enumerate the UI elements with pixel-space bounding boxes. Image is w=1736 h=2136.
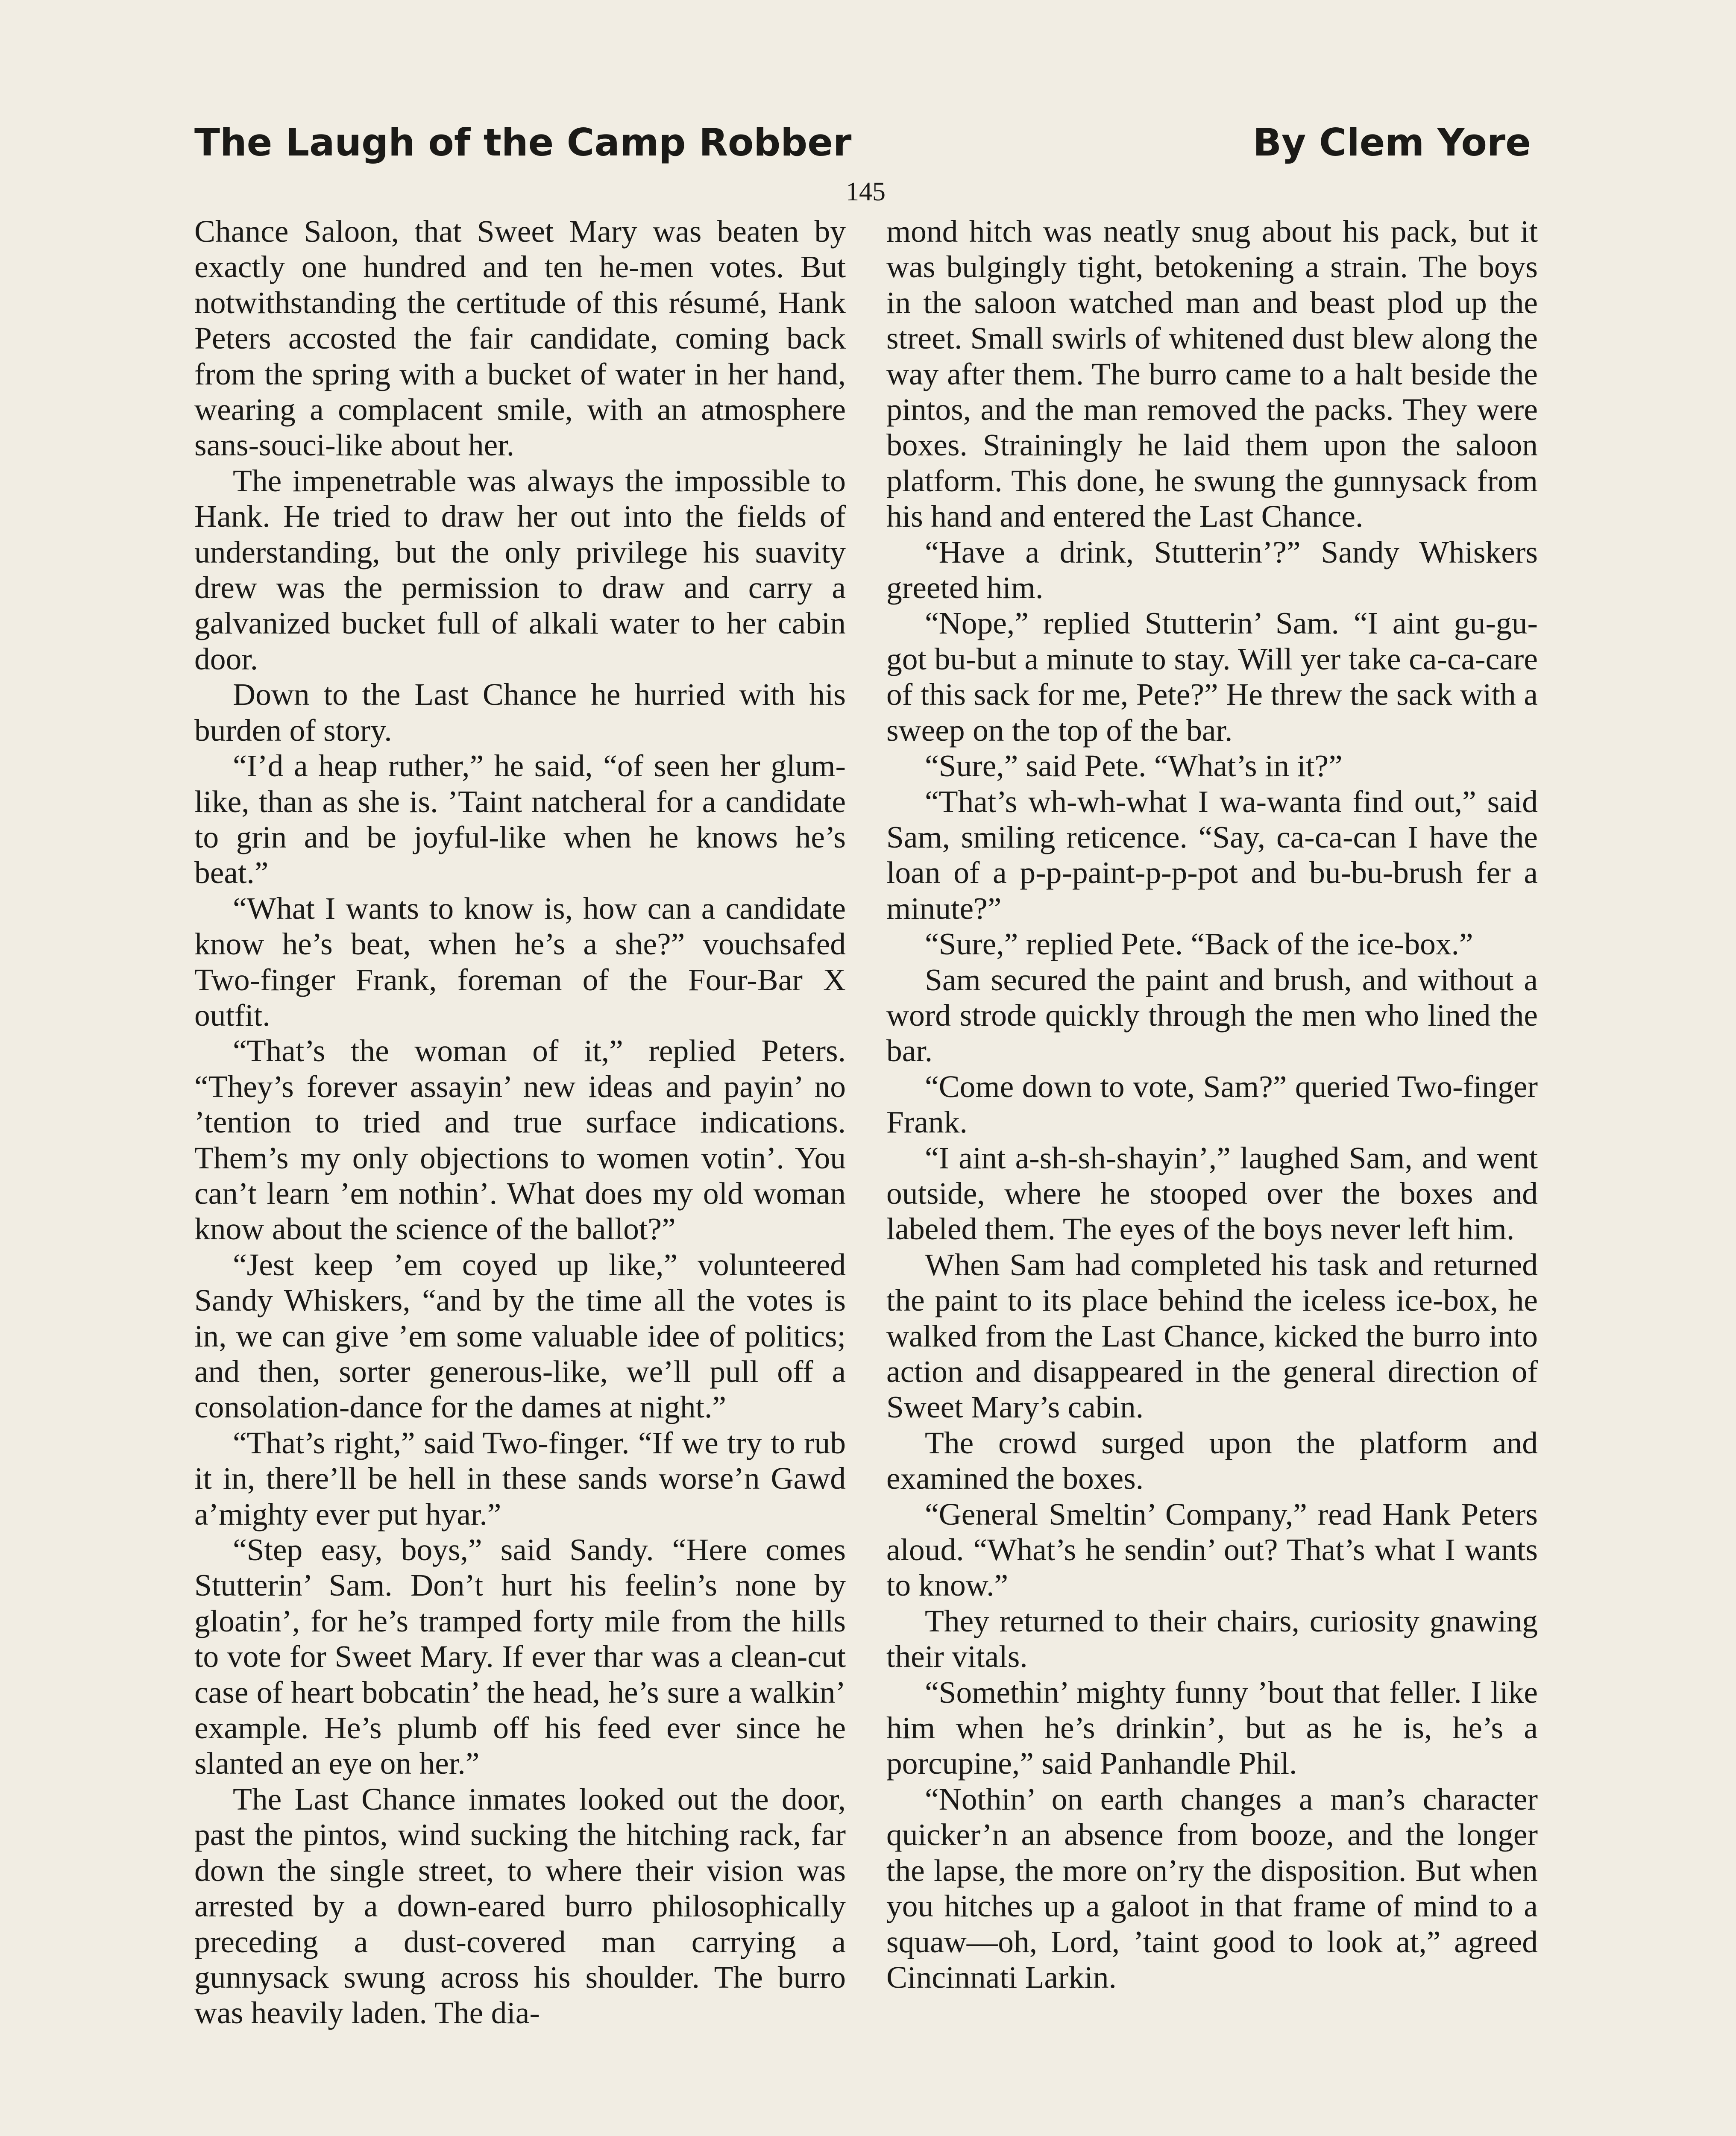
paragraph: “That’s right,” said Two-finger. “If we try to rub it in, there’ll be hell in these sands worse’n Gawd a’mighty ever put hyar.” xyxy=(194,1425,846,1532)
paragraph: The impenetrable was always the impossible to Hank. He tried to draw her out into the fields of understanding, but the only privilege his suavity drew was the permission to draw and carry a galvanized bucket full of alkali water to her cabin door. xyxy=(194,463,846,676)
paragraph: “Come down to vote, Sam?” queried Two-finger Frank. xyxy=(886,1069,1538,1140)
story-title: The Laugh of the Camp Robber xyxy=(194,120,852,164)
paragraph: “Nothin’ on earth changes a man’s character quicker’n an absence from booze, and the longer the lapse, the more on’ry the disposition. But when you hitches up a galoot in that frame of mind to a squaw—oh, Lord, ’taint good to look at,” agreed Cincinnati Larkin. xyxy=(886,1781,1538,1995)
paragraph: “Nope,” replied Stutterin’ Sam. “I aint gu-gu-got bu-but a minute to stay. Will yer take ca-ca-care of this sack for me, Pete?” He threw the sack with a sweep on the top of the bar. xyxy=(886,606,1538,748)
paragraph: mond hitch was neatly snug about his pack, but it was bulgingly tight, betokening a strain. The boys in the saloon watched man and beast plod up the street. Small swirls of whitened dust blew along the way after them. The burro came to a halt beside the pintos, and the man removed the packs. They were boxes. Strainingly he laid them upon the saloon platform. This done, he swung the gunnysack from his hand and entered the Last Chance. xyxy=(886,214,1538,534)
paragraph: “Have a drink, Stutterin’?” Sandy Whiskers greeted him. xyxy=(886,534,1538,605)
paragraph: “Jest keep ’em coyed up like,” volunteered Sandy Whiskers, “and by the time all the votes is in, we can give ’em some valuable idee of politics; and then, sorter generous-like, we’ll pull off a consolation-dance for the dames at night.” xyxy=(194,1247,846,1425)
paragraph: “Sure,” replied Pete. “Back of the ice-box.” xyxy=(925,927,1473,962)
text-column-left xyxy=(194,214,846,2031)
paragraph: Chance Saloon, that Sweet Mary was beaten by exactly one hundred and ten he-men votes. But notwithstanding the certitude of this résumé, Hank Peters accosted the fair candidate, coming back from the spring with a bucket of water in her hand, wearing a complacent smile, with an atmosphere sans-souci-like about her. xyxy=(194,214,846,463)
paragraph: The crowd surged upon the platform and examined the boxes. xyxy=(886,1425,1538,1496)
paragraph: “Step easy, boys,” said Sandy. “Here comes Stutterin’ Sam. Don’t hurt his feelin’s none by gloatin’, for he’s tramped forty mile from the hills to vote for Sweet Mary. If ever thar was a clean-cut case of heart bobcatin’ the head, he’s sure a walkin’ example. He’s plumb off his feed ever since he slanted an eye on her.” xyxy=(194,1532,846,1781)
paragraph: “General Smeltin’ Company,” read Hank Peters aloud. “What’s he sendin’ out? That’s what I wants to know.” xyxy=(886,1496,1538,1603)
paragraph: “I’d a heap ruther,” he said, “of seen her glum-like, than as she is. ’Taint natcheral for a candidate to grin and be joyful-like when he knows he’s beat.” xyxy=(194,748,846,890)
paragraph: They returned to their chairs, curiosity gnawing their vitals. xyxy=(886,1603,1538,1674)
page-number: 145 xyxy=(846,177,886,206)
paragraph: “Somethin’ mighty funny ’bout that feller. I like him when he’s drinkin’, but as he is, he’s a porcupine,” said Panhandle Phil. xyxy=(886,1675,1538,1781)
paragraph: “That’s the woman of it,” replied Peters. “They’s forever assayin’ new ideas and payin’ no ’tention to tried and true surface indications. Them’s my only objections to women votin’. You can’t learn ’em nothin’. What does my old woman know about the science of the ballot?” xyxy=(194,1033,846,1247)
paragraph: “That’s wh-wh-what I wa-wanta find out,” said Sam, smiling reticence. “Say, ca-ca-can I have the loan of a p-p-paint-p-p-pot and bu-bu-brush fer a minute?” xyxy=(886,784,1538,926)
paragraph: The Last Chance inmates looked out the door, past the pintos, wind sucking the hitching rack, far down the single street, to where their vision was arrested by a down-eared burro philosophically preceding a dust-covered man carrying a gunnysack swung across his shoulder. The burro was heavily laden. The dia- xyxy=(194,1781,846,2030)
paragraph: “Sure,” said Pete. “What’s in it?” xyxy=(925,748,1343,783)
paragraph: Down to the Last Chance he hurried with his burden of story. xyxy=(194,677,846,748)
paragraph: “What I wants to know is, how can a candidate know he’s beat, when he’s a she?” vouchsafed Two-finger Frank, foreman of the Four-Bar X outfit. xyxy=(194,891,846,1033)
paragraph: “I aint a-sh-sh-shayin’,” laughed Sam, and went outside, where he stooped over the boxes and labeled them. The eyes of the boys never left him. xyxy=(886,1140,1538,1247)
text-column-right xyxy=(886,214,1538,1995)
story-byline: By Clem Yore xyxy=(1252,120,1531,164)
paragraph: When Sam had completed his task and returned the paint to its place behind the iceless ice-box, he walked from the Last Chance, kicked the burro into action and disappeared in the general direction of Sweet Mary’s cabin. xyxy=(886,1247,1538,1425)
paragraph: Sam secured the paint and brush, and without a word strode quickly through the men who lined the bar. xyxy=(886,962,1538,1068)
